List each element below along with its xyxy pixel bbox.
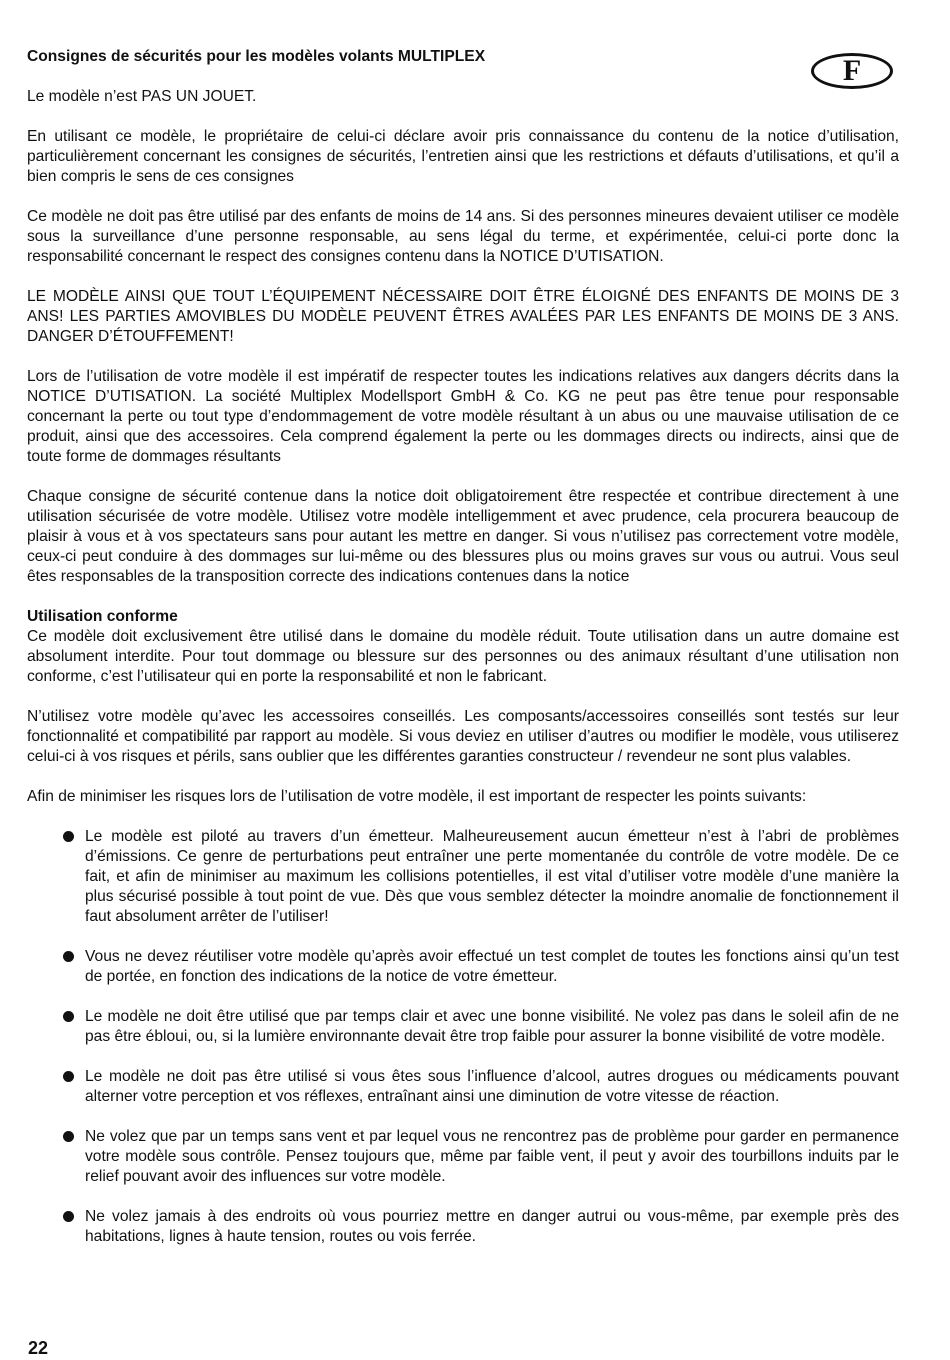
list-item xyxy=(27,1127,899,1187)
paragraph: En utilisant ce modèle, le propriétaire de celui-ci déclare avoir pris connaissance du contenu de la notice d’utilisation, particulièrement concernant les consignes de sécurités, l’entretien ainsi que les restrictions et défauts d’utilisations, et qu’il a bien compris le sens de ces consignes xyxy=(27,128,899,185)
bullet-dot-icon xyxy=(63,831,74,842)
bullet-dot-icon xyxy=(63,951,74,962)
list-item xyxy=(27,1007,899,1047)
paragraph: Lors de l’utilisation de votre modèle il est impératif de respecter toutes les indications relatives aux dangers décrits dans la NOTICE D’UTISATION. La société Multiplex Modellsport GmbH & Co. KG ne peut pas être tenue pour responsable concernant la perte ou tout type d’endommagement de votre modèle résultant à un abus ou une mauvaise utilisation de ce produit, ainsi que des accessoires. Cela comprend également la perte ou les dommages directs ou indirects, ainsi que de toute forme de dommages résultants xyxy=(27,368,899,465)
section-utilisation-conforme xyxy=(27,607,899,687)
page-number: 22 xyxy=(28,1338,49,1358)
safety-bullet-list xyxy=(27,827,899,1247)
bullet-dot-icon xyxy=(63,1211,74,1222)
list-item-text: Le modèle ne doit pas être utilisé si vous êtes sous l’influence d’alcool, autres drogues ou médicaments pouvant alterner votre perception et vos réflexes, entraînant ainsi une diminution de votre vitesse de réaction. xyxy=(85,1068,899,1105)
bullet-dot-icon xyxy=(63,1131,74,1142)
section-paragraph: Afin de minimiser les risques lors de l’utilisation de votre modèle, il est important de respecter les points suivants: xyxy=(27,788,807,805)
document-title: Consignes de sécurités pour les modèles volants MULTIPLEX xyxy=(27,48,486,65)
bullet-dot-icon xyxy=(63,1011,74,1022)
list-item xyxy=(27,827,899,927)
bullet-dot-icon xyxy=(63,1071,74,1082)
list-item-text: Ne volez que par un temps sans vent et par lequel vous ne rencontrez pas de problème pour garder en permanence votre modèle sous contrôle. Pensez toujours que, même par faible vent, il peut y avoir des tourbillons induits par le relief pouvant avoir des influences sur votre modèle. xyxy=(85,1128,899,1185)
paragraph: Le modèle n’est PAS UN JOUET. xyxy=(27,88,257,105)
list-item xyxy=(27,1067,899,1107)
section-paragraph: Ce modèle doit exclusivement être utilisé dans le domaine du modèle réduit. Toute utilisation dans un autre domaine est absolument interdite. Pour tout dommage ou blessure sur des personnes ou des animaux résultant d’une utilisation non conforme, c’est l’utilisateur qui en porte la responsabilité et non le fabricant. xyxy=(27,628,899,685)
list-item-text: Le modèle est piloté au travers d’un émetteur. Malheureusement aucun émetteur n’est à l’abri de problèmes d’émissions. Ce genre de perturbations peut entraîner une perte momentanée du contrôle de votre modèle. De ce fait, et afin de minimiser au maximum les collisions potentielles, il est vital d’utiliser votre modèle d’une manière la plus sécurisé possible à tout point de vue. Dès que vous semblez détecter la moindre anomalie de fonctionnement il faut absolument arrêter de l’utiliser! xyxy=(85,828,899,925)
section-heading: Utilisation conforme xyxy=(27,608,178,625)
list-item-text: Le modèle ne doit être utilisé que par temps clair et avec une bonne visibilité. Ne volez pas dans le soleil afin de ne pas être ébloui, ou, si la lumière environnante devait être trop faible pour assurer la bonne visibilité de votre modèle. xyxy=(85,1008,899,1045)
list-item xyxy=(27,947,899,987)
document-body xyxy=(27,47,899,1267)
list-item xyxy=(27,1207,899,1247)
language-badge: F xyxy=(811,53,893,89)
list-item-text: Ne volez jamais à des endroits où vous pourriez mettre en danger autrui ou vous-même, par exemple près des habitations, lignes à haute tension, routes ou vois ferrée. xyxy=(85,1208,899,1245)
list-item-text: Vous ne devez réutiliser votre modèle qu’après avoir effectué un test complet de toutes les fonctions ainsi qu’un test de portée, en fonction des indications de la notice de votre émetteur. xyxy=(85,948,899,985)
warning-paragraph: LE MODÈLE AINSI QUE TOUT L’ÉQUIPEMENT NÉCESSAIRE DOIT ÊTRE ÉLOIGNÉ DES ENFANTS DE MOINS DE 3 ANS! LES PARTIES AMOVIBLES DU MODÈLE PEUVENT ÊTRES AVALÉES PAR LES ENFANTS DE MOINS DE 3 ANS. DANGER D’ÉTOUFFEMENT! xyxy=(27,288,899,345)
section-paragraph: N’utilisez votre modèle qu’avec les accessoires conseillés. Les composants/accessoires conseillés sont testés sur leur fonctionnalité et compatibilité par rapport au modèle. Si vous deviez en utiliser d’autres ou modifier le modèle, vous utiliserez celui-ci à vos risques et périls, sans oublier que les différentes garanties constructeur / revendeur ne sont plus valables. xyxy=(27,708,899,765)
paragraph: Ce modèle ne doit pas être utilisé par des enfants de moins de 14 ans. Si des personnes mineures devaient utiliser ce modèle sous la surveillance d’une personne responsable, au sens légal du terme, et expérimentée, celui-ci porte donc la responsabilité concernant le respect des consignes contenu dans la NOTICE D’UTISATION. xyxy=(27,208,899,265)
paragraph: Chaque consigne de sécurité contenue dans la notice doit obligatoirement être respectée et contribue directement à une utilisation sécurisée de votre modèle. Utilisez votre modèle intelligemment et avec prudence, cela procurera beaucoup de plaisir à vous et à vos spectateurs sans pour autant les mettre en danger. Si vous n’utilisez pas correctement votre modèle, ceux-ci peut conduire à des dommages sur lui-même ou des blessures plus ou moins graves sur vous ou autrui. Vous seul êtes responsables de la transposition correcte des indications contenues dans la notice xyxy=(27,488,899,585)
